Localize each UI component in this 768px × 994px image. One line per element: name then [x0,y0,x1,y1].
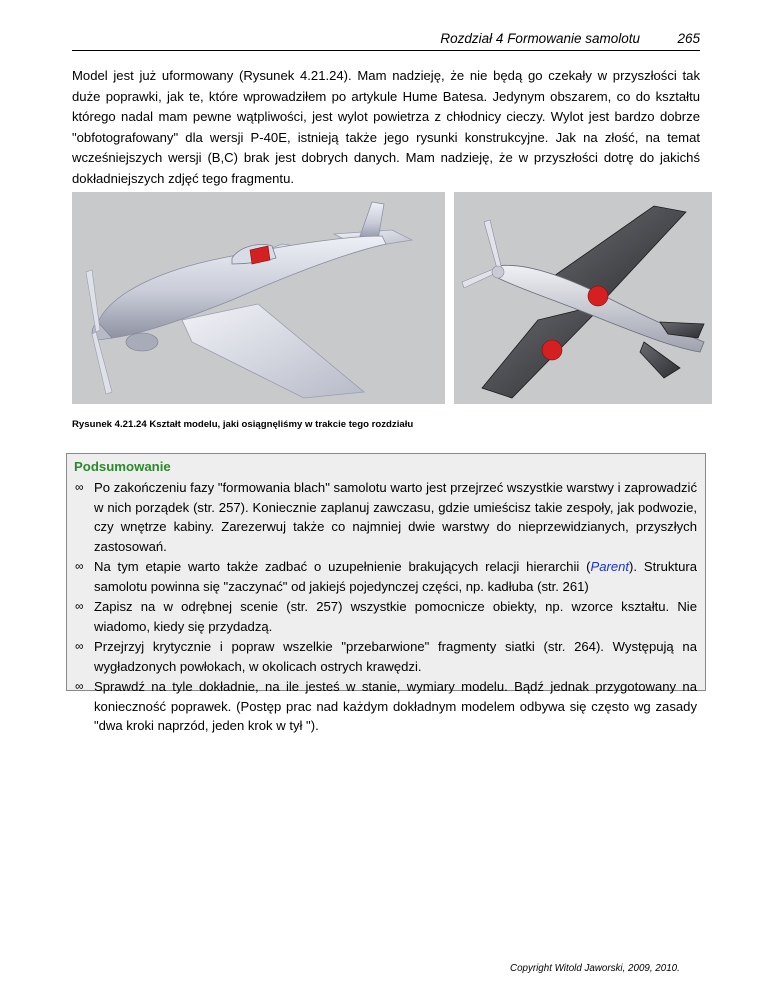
figure [72,192,712,406]
bullet-icon: ∞ [75,599,84,613]
summary-item-text: Zapisz na w odrębnej scenie (str. 257) wszystkie pomocnicze obiekty, np. wzorce kształtu. Nie wiadomo, kiedy się przydadzą. [94,599,697,634]
intro-paragraph: Model jest już uformowany (Rysunek 4.21.24). Mam nadzieję, że nie będą go czekały w przyszłości tak duże poprawki, jak te, które wprowadziłem po artykule Hume Batesa. Jedynym obszarem, co do kształtu którego nadal mam pewne wątpliwości, jest wylot powietrza z chłodnicy cieczy. Wylot jest bardzo dobrze "obfotografowany" dla wersji P-40E, istnieją także jego rysunki konstrukcyjne. Jak na złość, na temat wcześniejszych wersji (B,C) brak jest dobrych danych. Mam nadzieję, że w przyszłości dotrę do jakichś dokładniejszych zdjęć tego fragmentu. [72,68,700,186]
summary-item-text-before: Na tym etapie warto także zadbać o uzupełnienie brakujących relacji hierarchii ( [94,559,591,574]
summary-item [67,557,707,596]
bullet-icon: ∞ [75,559,84,573]
parent-term: Parent [590,559,630,574]
copyright-footer: Copyright Witold Jaworski, 2009, 2010. [510,963,680,974]
summary-item [67,677,707,736]
figure-image-top-view [72,192,445,404]
summary-list [67,478,707,736]
summary-item [67,597,707,636]
page-header [72,28,700,51]
page-number: 265 [677,31,700,46]
figure-caption: Rysunek 4.21.24 Kształt modelu, jaki osiągnęliśmy w trakcie tego rozdziału [72,419,414,430]
summary-item-text-after: ). Struktura samolotu powinna się "zaczynać" od jakiejś pojedynczej części, np. kadłuba (str. 261) [94,559,697,594]
summary-item-text: Przejrzyj krytycznie i popraw wszelkie "przebarwione" fragmenty siatki (str. 264). Występują na wygładzonych powłokach, w okolicach ostrych krawędzi. [94,639,697,674]
bullet-icon: ∞ [75,480,84,494]
aircraft-model-dark-image [454,192,712,404]
summary-item-text: Po zakończeniu fazy "formowania blach" samolotu warto jest przejrzeć wszystkie warstwy i zaprowadzić w nich porządek (str. 257). Koniecznie zaplanuj zawczasu, gdzie umieścisz takie zespoły, jak podwozie, czy wnętrze kabiny. Zarezerwuj także co najmniej dwie warstwy do nieprzewidzianych, przyszłych zastosowań. [94,480,697,554]
aircraft-model-light-image [72,192,445,404]
summary-item-text: Sprawdź na tyle dokładnie, na ile jesteś w stanie, wymiary modelu. Bądź jednak przygotowany na konieczność poprawek. (Postęp prac nad każdym dokładnym modelem odbywa się często wg zasady "dwa kroki naprzód, jeden krok w tył "). [94,679,697,733]
summary-title: Podsumowanie [74,459,171,474]
summary-box [66,453,706,733]
chapter-title: Rozdział 4 Formowanie samolotu [440,31,640,46]
bullet-icon: ∞ [75,639,84,653]
summary-item [67,637,707,676]
summary-item [67,478,707,556]
figure-image-bottom-view [454,192,712,404]
bullet-icon: ∞ [75,679,84,693]
